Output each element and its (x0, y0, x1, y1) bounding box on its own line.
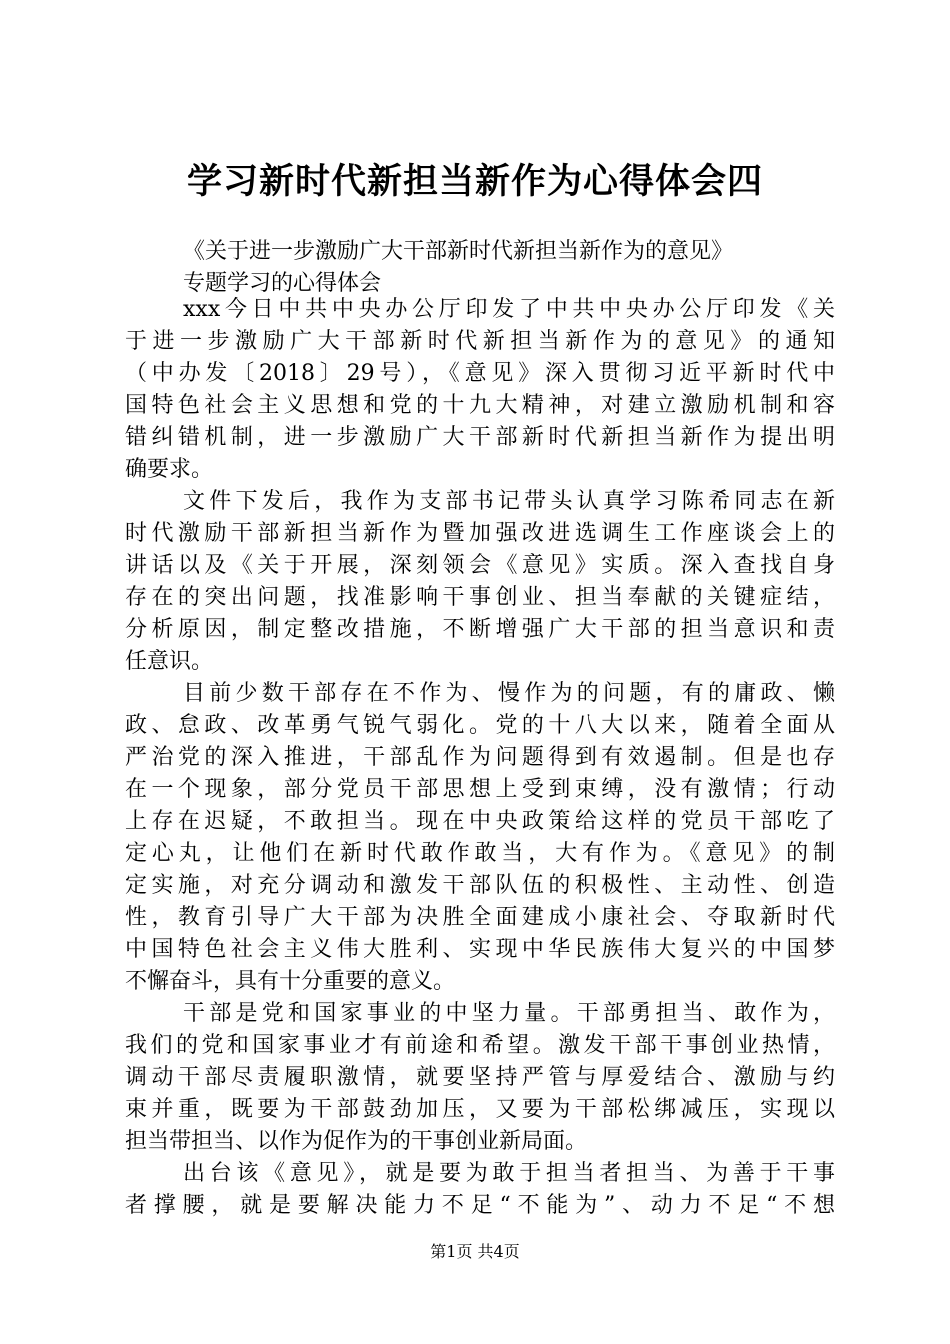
document-subtitle (183, 236, 733, 300)
body-line: 目前少数干部存在不作为、慢作为的问题，有的庸政、懒 (183, 681, 835, 706)
body-line: 讲话以及《关于开展，深刻领会《意见》实质。深入查找自身 (125, 553, 835, 578)
body-line: 文件下发后，我作为支部书记带头认真学习陈希同志在新 (183, 489, 835, 514)
body-line: 干部是党和国家事业的中坚力量。干部勇担当、敢作为， (183, 1001, 835, 1026)
body-line: 者撑腰，就是要解决能力不足“不能为”、动力不足“不想 (125, 1193, 835, 1218)
body-line: 定心丸，让他们在新时代敢作敢当，大有作为。《意见》的制 (125, 841, 835, 866)
body-line: 国特色社会主义思想和党的十九大精神，对建立激励机制和容 (125, 393, 835, 418)
document-title: 学习新时代新担当新作为心得体会四 (186, 161, 763, 202)
body-line: 担当带担当、以作为促作为的干事创业新局面。 (125, 1129, 588, 1154)
body-line: 分析原因，制定整改措施，不断增强广大干部的担当意识和责 (125, 617, 835, 642)
body-line: （中办发〔2018〕29号），《意见》深入贯彻习近平新时代中 (125, 361, 835, 386)
body-line: 束并重，既要为干部鼓劲加压，又要为干部松绑减压，实现以 (125, 1097, 835, 1122)
body-line: xxx今日中共中央办公厅印发了中共中央办公厅印发《关 (183, 297, 835, 322)
body-line: 时代激励干部新担当新作为暨加强改进选调生工作座谈会上的 (125, 521, 835, 546)
body-line: 中国特色社会主义伟大胜利、实现中华民族伟大复兴的中国梦 (125, 937, 835, 962)
body-line: 政、怠政、改革勇气锐气弱化。党的十八大以来，随着全面从 (125, 713, 835, 738)
body-line: 不懈奋斗，具有十分重要的意义。 (125, 969, 456, 994)
body-line: 性，教育引导广大干部为决胜全面建成小康社会、夺取新时代 (125, 905, 835, 930)
body-line: 出台该《意见》，就是要为敢于担当者担当、为善于干事 (183, 1161, 835, 1186)
body-line: 调动干部尽责履职激情，就要坚持严管与厚爱结合、激励与约 (125, 1065, 835, 1090)
body-line: 我们的党和国家事业才有前途和希望。激发干部干事创业热情， (125, 1033, 835, 1058)
body-line: 于进一步激励广大干部新时代新担当新作为的意见》的通知 (125, 329, 835, 354)
body-line: 严治党的深入推进，干部乱作为问题得到有效遏制。但是也存 (125, 745, 835, 770)
body-line: 任意识。 (125, 649, 214, 674)
subtitle-line: 专题学习的心得体会 (183, 271, 382, 296)
body-line: 在一个现象，部分党员干部思想上受到束缚，没有激情；行动 (125, 777, 835, 802)
body-line: 存在的突出问题，找准影响干事创业、担当奉献的关键症结， (125, 585, 835, 610)
document-body (125, 294, 835, 1222)
subtitle-line: 《关于进一步激励广大干部新时代新担当新作为的意见》 (183, 239, 734, 264)
page-footer: 第1页 共4页 (430, 1242, 520, 1261)
body-line: 确要求。 (125, 457, 214, 482)
body-line: 上存在迟疑，不敢担当。现在中央政策给这样的党员干部吃了 (125, 809, 835, 834)
body-line: 定实施，对充分调动和激发干部队伍的积极性、主动性、创造 (125, 873, 835, 898)
body-line: 错纠错机制，进一步激励广大干部新时代新担当新作为提出明 (125, 425, 835, 450)
